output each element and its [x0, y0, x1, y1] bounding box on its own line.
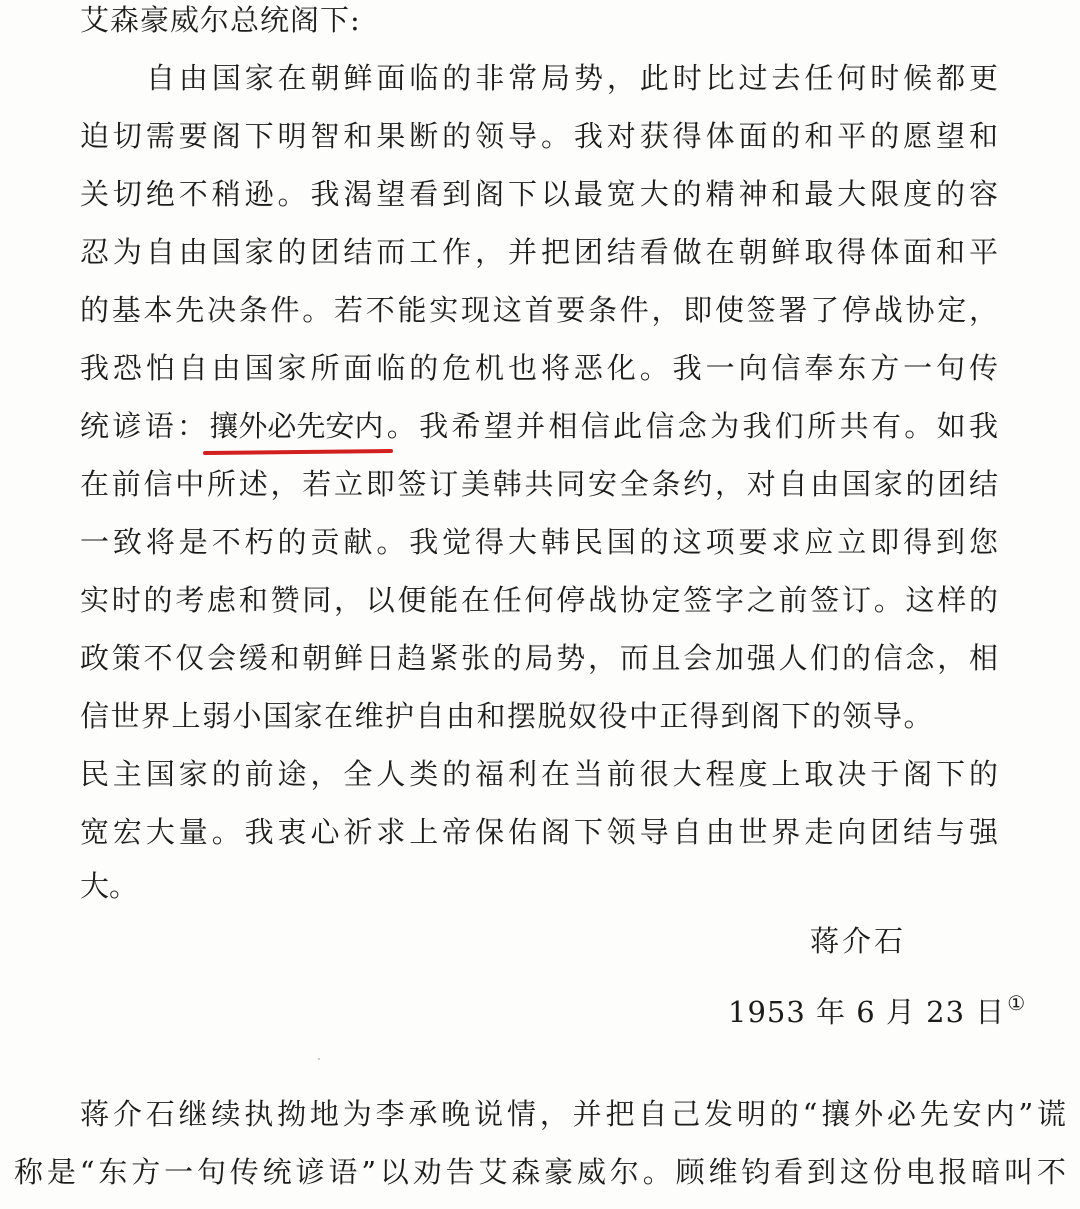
commentary-line: 蒋介石继续执拗地为李承晚说情，并把自己发明的“攘外必先安内”谎 [80, 1097, 1066, 1131]
letter-line: 政策不仅会缓和朝鲜日趋紧张的局势，而且会加强人们的信念，相 [80, 641, 998, 675]
letter-line: 我恐怕自由国家所面临的危机也将恶化。我一向信奉东方一句传 [80, 351, 998, 385]
salutation: 艾森豪威尔总统阁下: [80, 3, 361, 37]
highlighted-phrase-text: 攘外必先安内 [209, 409, 384, 443]
letter-line: 关切绝不稍逊。我渴望看到阁下以最宽大的精神和最大限度的容 [80, 177, 998, 211]
letter-line-last: 大。 [80, 869, 139, 903]
highlighted-phrase [209, 406, 383, 446]
letter-line: 一致将是不朽的贡献。我觉得大韩民国的这项要求应立即得到您 [80, 525, 998, 559]
letter-line: 忍为自由国家的团结而工作，并把团结看做在朝鲜取得体面和平 [80, 235, 998, 269]
letter-date [728, 983, 1026, 1032]
line-suffix: 。我希望并相信此信念为我们所共有。如我 [383, 409, 998, 443]
paper-speck [318, 1058, 320, 1060]
signature: 蒋介石 [810, 924, 907, 958]
commentary-line: 称是“东方一句传统谚语”以劝告艾森豪威尔。顾维钧看到这份电报暗叫不 [14, 1155, 1066, 1189]
letter-line: 迫切需要阁下明智和果断的领导。我对获得体面的和平的愿望和 [80, 119, 998, 153]
letter-line-highlighted [80, 406, 998, 446]
line-prefix: 统谚语： [80, 409, 210, 443]
letter-line: 宽宏大量。我衷心祈求上帝保佑阁下领导自由世界走向团结与强 [80, 815, 998, 849]
date-text: 1953 年 6 月 23 日 [728, 995, 1006, 1029]
letter-line: 民主国家的前途，全人类的福利在当前很大程度上取决于阁下的 [80, 757, 998, 791]
footnote-marker: ① [1007, 991, 1027, 1015]
letter-line: 信世界上弱小国家在维护自由和摆脱奴役中正得到阁下的领导。 [80, 699, 935, 733]
letter-line: 的基本先决条件。若不能实现这首要条件，即使签署了停战协定， [80, 293, 998, 327]
letter-line: 实时的考虑和赞同，以便能在任何停战协定签字之前签订。这样的 [80, 583, 998, 617]
red-underline-mark [203, 449, 393, 455]
letter-line: 自由国家在朝鲜面临的非常局势，此时比过去任何时候都更 [146, 61, 998, 95]
letter-line: 在前信中所述，若立即签订美韩共同安全条约，对自由国家的团结 [80, 467, 998, 501]
